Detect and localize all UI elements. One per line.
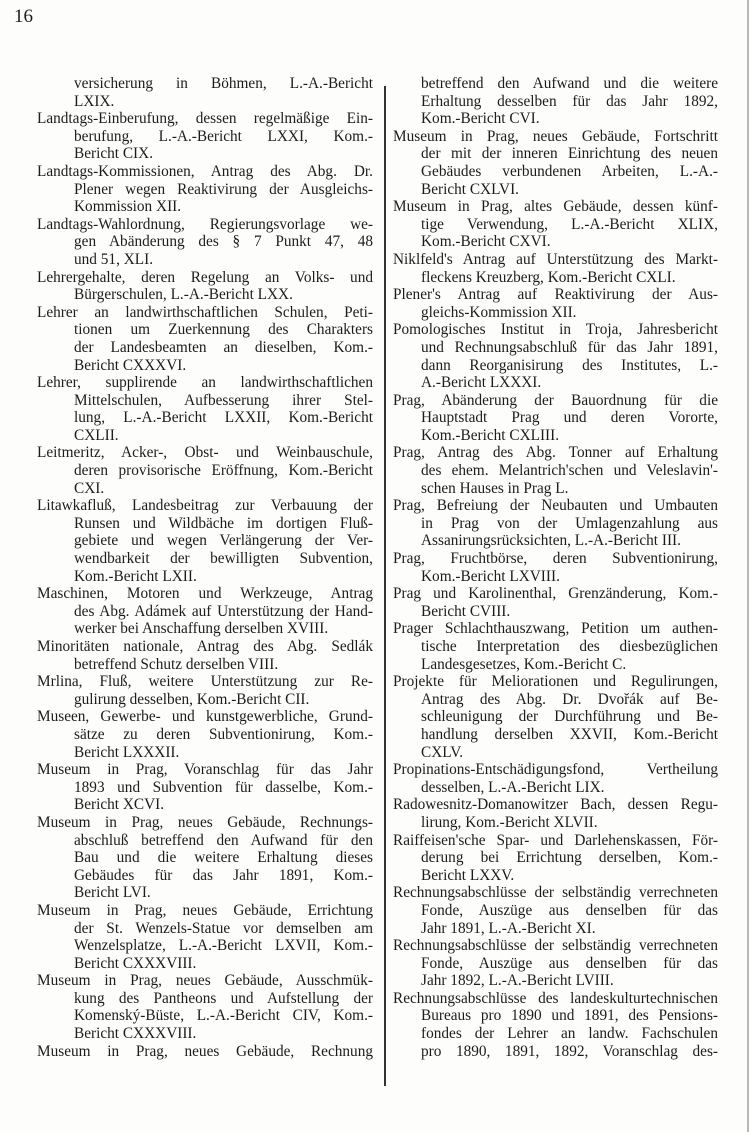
column-divider: [384, 86, 386, 1086]
index-entry: [393, 884, 718, 937]
index-entry: [393, 75, 718, 128]
index-entry: [37, 75, 373, 110]
entry-line: Gebäudes verbundenen Arbeiten, L.-A.-: [421, 162, 718, 180]
entry-heading-line: Prag, Abänderung der Bauordnung für die: [393, 391, 718, 409]
entry-line: Bericht CXXXVIII.: [74, 1025, 197, 1043]
entry-heading-line: Plener's Antrag auf Reaktivirung der Aus-: [393, 286, 718, 304]
entry-line: der mit der inneren Einrichtung des neuen: [421, 145, 718, 163]
entry-heading-line: Museum in Prag, neues Gebäude, Ausschmük-: [37, 972, 373, 990]
index-column-right: [393, 75, 718, 1060]
index-entry: [37, 444, 373, 497]
entry-heading-line: Maschinen, Motoren und Werkzeuge, Antrag: [37, 585, 373, 603]
entry-line: tionen um Zuerkennung des Charakters: [74, 321, 373, 339]
index-entry: [37, 638, 373, 673]
index-entry: [393, 286, 718, 321]
entry-heading-line: Museum in Prag, neues Gebäude, Errichtung: [37, 901, 373, 919]
entry-heading-line: Rechnungsabschlüsse der selbständig verrechneten: [393, 937, 718, 955]
entry-line: deren provisorische Eröffnung, Kom.-Bericht: [74, 462, 373, 480]
index-entry: [37, 761, 373, 814]
entry-line: Kom.-Bericht LXVIII.: [421, 567, 560, 585]
entry-heading-line: Litawkafluß, Landesbeitrag zur Verbauung der: [37, 497, 373, 515]
entry-line: Bau und die weitere Erhaltung dieses: [74, 849, 373, 867]
page-edge: [747, 0, 749, 1132]
entry-line: tige Verwendung, L.-A.-Bericht XLIX,: [421, 215, 718, 233]
entry-line: in Prag von der Umlagenzahlung aus: [421, 514, 718, 532]
entry-heading-line: Prag, Antrag des Abg. Tonner auf Erhaltung: [393, 444, 718, 462]
entry-line: Hauptstadt Prag und deren Vororte,: [421, 409, 718, 427]
entry-line: gulirung desselben, Kom.-Bericht CII.: [74, 690, 310, 708]
entry-line: schleunigung der Durchführung und Be-: [421, 708, 718, 726]
entry-line: derung bei Errichtung derselben, Kom.-: [421, 849, 718, 867]
index-entry: [37, 673, 373, 708]
entry-line: Bericht CVIII.: [421, 602, 511, 620]
entry-heading-line: Radowesnitz-Domanowitzer Bach, dessen Regu-: [393, 796, 718, 814]
entry-line: Kom.-Bericht LXII.: [74, 567, 197, 585]
index-entry: [393, 321, 718, 391]
entry-line: gleichs-Kommission XII.: [421, 303, 577, 321]
entry-line: LXIX.: [74, 92, 115, 110]
entry-line: Runsen und Wildbäche im dortigen Fluß-: [74, 514, 373, 532]
entry-line: betreffend Schutz derselben VIII.: [74, 655, 279, 673]
index-column-left: [37, 75, 373, 1060]
entry-line: des ehem. Melantrich'schen und Veleslavin'-: [421, 462, 718, 480]
entry-heading-line: Prag und Karolinenthal, Grenzänderung, Kom.-: [393, 585, 718, 603]
entry-heading-line: Pomologisches Institut in Troja, Jahresbericht: [393, 321, 718, 339]
entry-line: CXLII.: [74, 426, 119, 444]
entry-heading-line: Landtags-Wahlordnung, Regierungsvorlage we-: [37, 215, 373, 233]
entry-line: gen Abänderung des § 7 Punkt 47, 48: [74, 233, 373, 251]
entry-line: abschluß betreffend den Aufwand für den: [74, 831, 373, 849]
entry-line: der Landesbeamten an dieselben, Kom.-: [74, 338, 373, 356]
entry-heading-line: Lehrer, supplirende an landwirthschaftlichen: [37, 374, 373, 392]
entry-line: sätze zu deren Subventionirung, Kom.-: [74, 725, 373, 743]
entry-line: schen Hauses in Prag L.: [421, 479, 569, 497]
index-entry: [393, 620, 718, 673]
entry-line: Bericht CXLVI.: [421, 180, 520, 198]
entry-heading-line: Raiffeisen'sche Spar- und Darlehenskassen, För-: [393, 831, 718, 849]
index-entry: [37, 304, 373, 374]
index-entry: [393, 761, 718, 796]
entry-heading-line: Landtags-Kommissionen, Antrag des Abg. Dr.: [37, 162, 373, 180]
entry-heading-line: Mrlina, Fluß, weitere Unterstützung zur Re-: [37, 673, 373, 691]
entry-line: wendbarkeit der bewilligten Subvention,: [74, 550, 373, 568]
entry-line: Jahr 1891, L.-A.-Bericht XI.: [421, 919, 596, 937]
index-entry: [37, 972, 373, 1042]
index-entry: [393, 990, 718, 1060]
entry-line: der St. Wenzels-Statue vor demselben am: [74, 919, 373, 937]
entry-line: Mittelschulen, Aufbesserung ihrer Stel-: [74, 391, 373, 409]
entry-line: Plener wegen Reaktivirung der Ausgleichs-: [74, 180, 373, 198]
entry-heading-line: Museum in Prag, neues Gebäude, Rechnungs-: [37, 813, 373, 831]
entry-heading-line: Museum in Prag, neues Gebäude, Fortschritt: [393, 127, 718, 145]
index-entry: [37, 110, 373, 163]
entry-line: lirung, Kom.-Bericht XLVII.: [421, 813, 598, 831]
entry-line: Bericht LVI.: [74, 884, 151, 902]
index-entry: [393, 392, 718, 445]
entry-line: Fonde, Auszüge aus denselben für das: [421, 901, 718, 919]
entry-heading-line: Museum in Prag, neues Gebäude, Rechnung: [37, 1042, 373, 1060]
entry-line: werker bei Anschaffung derselben XVIII.: [74, 620, 329, 638]
entry-line: und 51, XLI.: [74, 250, 154, 268]
index-entry: [37, 163, 373, 216]
index-entry: [37, 585, 373, 638]
entry-line: Komenský-Büste, L.-A.-Bericht CIV, Kom.-: [74, 1007, 373, 1025]
entry-line: Assanirungsrücksichten, L.-A.-Bericht III.: [421, 532, 681, 550]
entry-line: 1893 und Subvention für dasselbe, Kom.-: [74, 778, 373, 796]
entry-line: desselben, L.-A.-Bericht LIX.: [421, 778, 605, 796]
index-entry: [393, 550, 718, 585]
index-entry: [37, 374, 373, 444]
entry-heading-line: Prag, Befreiung der Neubauten und Umbauten: [393, 497, 718, 515]
entry-heading-line: Landtags-Einberufung, dessen regelmäßige Ein-: [37, 110, 373, 128]
entry-line: versicherung in Böhmen, L.-A.-Bericht: [74, 75, 373, 92]
entry-line: CXLV.: [421, 743, 464, 761]
entry-line: Fonde, Auszüge aus denselben für das: [421, 954, 718, 972]
entry-heading-line: Leitmeritz, Acker-, Obst- und Weinbauschule,: [37, 444, 373, 462]
entry-line: berufung, L.-A.-Bericht LXXI, Kom.-: [74, 127, 373, 145]
entry-line: lung, L.-A.-Bericht LXXII, Kom.-Bericht: [74, 409, 373, 427]
index-entry: [393, 198, 718, 251]
entry-line: fondes der Lehrer an landw. Fachschulen: [421, 1025, 718, 1043]
entry-line: und Rechnungsabschluß für das Jahr 1891,: [421, 338, 718, 356]
entry-heading-line: Lehrergehalte, deren Regelung an Volks- und: [37, 268, 373, 286]
entry-line: betreffend den Aufwand und die weitere: [421, 75, 718, 92]
entry-line: des Abg. Adámek auf Unterstützung der Hand-: [74, 602, 373, 620]
index-entry: [37, 1043, 373, 1061]
entry-line: Antrag des Abg. Dr. Dvořák auf Be-: [421, 690, 718, 708]
index-entry: [393, 444, 718, 497]
entry-line: handlung derselben XXVII, Kom.-Bericht: [421, 725, 718, 743]
index-entry: [37, 497, 373, 585]
entry-heading-line: Projekte für Meliorationen und Regulirungen,: [393, 673, 718, 691]
entry-line: Kommission XII.: [74, 198, 182, 216]
entry-line: Wenzelsplatze, L.-A.-Bericht LXVII, Kom.-: [74, 937, 373, 955]
entry-line: dann Reorganisirung des Institutes, L.-: [421, 356, 718, 374]
index-entry: [393, 128, 718, 198]
index-entry: [37, 902, 373, 972]
entry-line: tische Interpretation des diesbezüglichen: [421, 638, 718, 655]
index-entry: [37, 269, 373, 304]
index-entry: [393, 251, 718, 286]
entry-line: pro 1890, 1891, 1892, Voranschlag des-: [421, 1042, 718, 1060]
index-entry: [37, 814, 373, 902]
entry-line: Bericht XCVI.: [74, 796, 165, 814]
entry-heading-line: Rechnungsabschlüsse der selbständig verrechneten: [393, 884, 718, 902]
index-entry: [393, 832, 718, 885]
entry-line: fleckens Kreuzberg, Kom.-Bericht CXLI.: [421, 268, 676, 286]
entry-heading-line: Niklfeld's Antrag auf Unterstützung des Markt-: [393, 250, 718, 268]
entry-line: Bericht CXXXVI.: [74, 356, 187, 374]
index-entry: [393, 497, 718, 550]
entry-line: Landesgesetzes, Kom.-Bericht C.: [421, 655, 627, 673]
entry-line: Gebäudes für das Jahr 1891, Kom.-: [74, 866, 373, 884]
entry-heading-line: Rechnungsabschlüsse des landeskulturtechnischen: [393, 989, 718, 1007]
entry-line: Bericht LXXV.: [421, 866, 515, 884]
entry-line: Jahr 1892, L.-A.-Bericht LVIII.: [421, 972, 614, 990]
entry-heading-line: Propinations-Entschädigungsfond, Vertheilung: [393, 761, 718, 779]
index-entry: [393, 673, 718, 761]
entry-line: kung des Pantheons und Aufstellung der: [74, 989, 373, 1007]
entry-line: Erhaltung desselben für das Jahr 1892,: [421, 92, 718, 110]
page-number: 16: [14, 6, 33, 27]
index-entry: [393, 585, 718, 620]
index-entry: [37, 708, 373, 761]
entry-line: gebiete und wegen Verlängerung der Ver-: [74, 532, 373, 550]
entry-heading-line: Prager Schlachthauszwang, Petition um authen-: [393, 620, 718, 638]
entry-heading-line: Museen, Gewerbe- und kunstgewerbliche, Grund-: [37, 708, 373, 726]
entry-line: Bericht CIX.: [74, 145, 154, 163]
entry-line: CXI.: [74, 479, 105, 497]
entry-line: Bürgerschulen, L.-A.-Bericht LXX.: [74, 286, 293, 304]
entry-heading-line: Minoritäten nationale, Antrag des Abg. Sedlák: [37, 638, 373, 655]
entry-line: A.-Bericht LXXXI.: [421, 374, 542, 392]
entry-line: Bericht LXXXII.: [74, 743, 180, 761]
index-entry: [393, 796, 718, 831]
entry-heading-line: Museum in Prag, altes Gebäude, dessen künf-: [393, 198, 718, 216]
index-entry: [37, 216, 373, 269]
entry-heading-line: Prag, Fruchtbörse, deren Subventionirung,: [393, 550, 718, 568]
entry-heading-line: Lehrer an landwirthschaftlichen Schulen, Peti-: [37, 303, 373, 321]
entry-line: Kom.-Bericht CXVI.: [421, 233, 551, 251]
entry-heading-line: Museum in Prag, Voranschlag für das Jahr: [37, 761, 373, 779]
entry-line: Kom.-Bericht CXLIII.: [421, 426, 560, 444]
entry-line: Bericht CXXXVIII.: [74, 954, 197, 972]
entry-line: Kom.-Bericht CVI.: [421, 110, 540, 128]
index-entry: [393, 937, 718, 990]
entry-line: Bureaus pro 1890 und 1891, des Pensions-: [421, 1007, 718, 1025]
